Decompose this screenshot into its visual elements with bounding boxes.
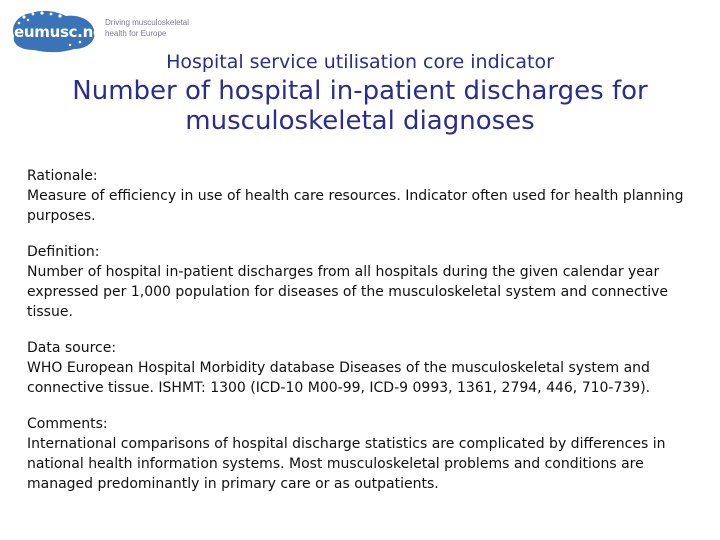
page-title: Number of hospital in-patient discharges for musculoskeletal diagnoses [72,76,648,136]
section-heading: Comments: [27,416,108,432]
section-data-source [27,338,697,398]
section-heading: Data source: [27,340,117,356]
section-rationale [27,166,697,226]
logo-tagline: Driving musculoskeletal health for Europe [105,18,190,38]
section-body: WHO European Hospital Morbidity database Diseases of the musculoskeletal system and connective tissue. ISHMT: 1300 (ICD-10 M00-99, ICD-9 0993, 1361, 2794, 446, 710-739). [27,360,651,396]
logo-name: eumusc.net [14,23,110,41]
section-body: Number of hospital in-patient discharges from all hospitals during the given calendar year expressed per 1,000 population for diseases of the musculoskeletal system and connective tissue. [27,264,669,320]
section-comments [27,414,697,494]
page-subtitle: Hospital service utilisation core indicator [166,51,554,73]
section-body: Measure of efficiency in use of health care resources. Indicator often used for health planning purposes. [27,188,684,224]
section-body: International comparisons of hospital discharge statistics are complicated by differences in national health information systems. Most musculoskeletal problems and conditions are managed predominantly in primary care or as outpatients. [27,436,666,492]
section-heading: Rationale: [27,168,98,184]
content-body [27,166,697,510]
section-definition [27,242,697,322]
section-heading: Definition: [27,244,100,260]
